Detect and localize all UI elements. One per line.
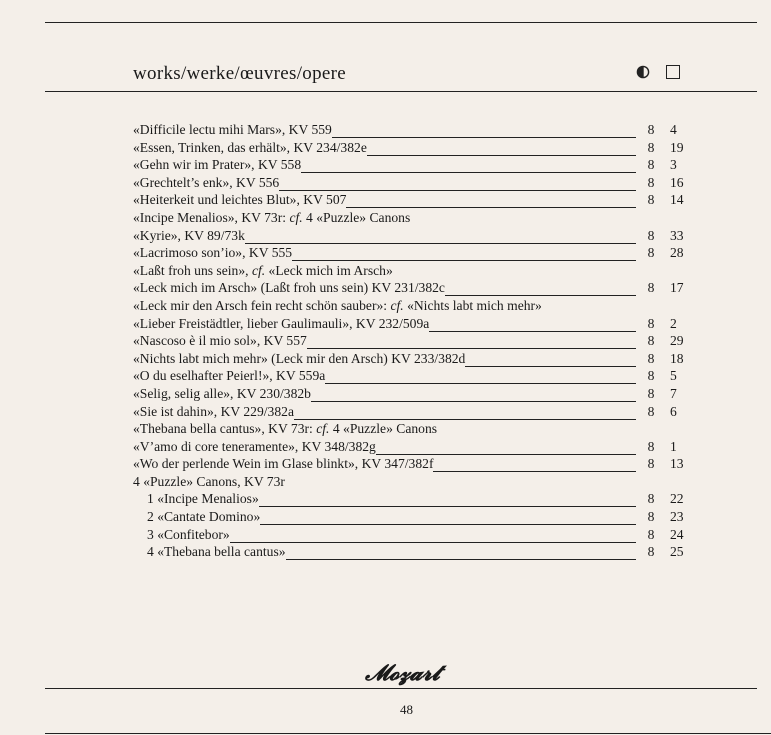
entry-title: «Lieber Freistädtler, lieber Gaulimauli», KV 232/509a [133, 315, 430, 331]
index-entry [0, 473, 771, 491]
entry-volume: 8 [647, 174, 655, 190]
entry-volume: 8 [647, 192, 655, 208]
entry-title: «Thebana bella cantus», KV 73r: cf. 4 «Puzzle» Canons [133, 421, 438, 437]
entry-title: «Gehn wir im Prater», KV 558 [133, 157, 302, 173]
entry-leader-line [286, 559, 636, 560]
entry-page: 18 [670, 350, 684, 366]
entry-title: «Grechtelt’s enk», KV 556 [133, 174, 280, 190]
entry-page: 1 [670, 438, 677, 454]
entry-page: 6 [670, 403, 677, 419]
entry-title: «V’amo di core teneramente», KV 348/382g [133, 438, 376, 454]
entry-title: 3 «Confitebor» [147, 526, 230, 542]
entry-volume: 8 [647, 456, 655, 472]
entry-title: «Nascoso è il mio sol», KV 557 [133, 333, 307, 349]
index-entry [0, 490, 771, 508]
entry-volume: 8 [647, 157, 655, 173]
entry-page: 2 [670, 315, 677, 331]
entry-volume: 8 [647, 139, 655, 155]
entry-page: 25 [670, 544, 684, 560]
index-entry [0, 385, 771, 403]
entry-volume: 8 [647, 438, 655, 454]
index-entry [0, 420, 771, 438]
half-disc-icon [636, 65, 650, 79]
entry-page: 16 [670, 174, 684, 190]
entry-page: 5 [670, 368, 677, 384]
entry-title: 1 «Incipe Menalios» [147, 491, 259, 507]
entry-volume: 8 [647, 544, 655, 560]
index-entry [0, 403, 771, 421]
index-entry [0, 332, 771, 350]
entry-title: «Selig, selig alle», KV 230/382b [133, 385, 311, 401]
header-icons [636, 65, 680, 79]
entry-title: «Nichts labt mich mehr» (Leck mir den Arsch) KV 233/382d [133, 350, 466, 366]
index-entry [0, 455, 771, 473]
entry-page: 17 [670, 280, 684, 296]
entry-title: «Heiterkeit und leichtes Blut», KV 507 [133, 192, 347, 208]
entry-volume: 8 [647, 122, 655, 137]
header-rule [45, 91, 757, 92]
index-entry [0, 227, 771, 245]
index-entry [0, 209, 771, 227]
entry-title: «O du eselhafter Peierl!», KV 559a [133, 368, 326, 384]
entry-page: 28 [670, 245, 684, 261]
index-entry [0, 279, 771, 297]
index-entry [0, 526, 771, 544]
index-entry [0, 315, 771, 333]
works-index-list [0, 121, 771, 561]
entry-volume: 8 [647, 350, 655, 366]
entry-page: 14 [670, 192, 684, 208]
entry-page: 4 [670, 122, 677, 137]
entry-title: 4 «Puzzle» Canons, KV 73r [133, 473, 285, 489]
entry-title: «Kyrie», KV 89/73k [133, 227, 245, 243]
index-entry [0, 191, 771, 209]
entry-volume: 8 [647, 245, 655, 261]
entry-title: 2 «Cantate Domino» [147, 509, 261, 525]
entry-page: 13 [670, 456, 684, 472]
empty-box-icon [666, 65, 680, 79]
entry-page: 29 [670, 333, 684, 349]
entry-title: «Laßt froh uns sein», cf. «Leck mich im Arsch» [133, 262, 393, 278]
entry-volume: 8 [647, 227, 655, 243]
index-entry [0, 367, 771, 385]
entry-title: «Lacrimoso son’io», KV 555 [133, 245, 293, 261]
entry-page: 19 [670, 139, 684, 155]
index-entry [0, 139, 771, 157]
index-entry [0, 350, 771, 368]
entry-page: 22 [670, 491, 684, 507]
entry-page: 7 [670, 385, 677, 401]
entry-volume: 8 [647, 368, 655, 384]
index-entry [0, 543, 771, 561]
entry-volume: 8 [647, 280, 655, 296]
index-entry [0, 262, 771, 280]
mozart-signature: 𝓜𝓸𝔃𝓪𝓻𝓽 [365, 660, 440, 686]
entry-volume: 8 [647, 385, 655, 401]
entry-page: 33 [670, 227, 684, 243]
entry-page: 3 [670, 157, 677, 173]
index-entry [0, 156, 771, 174]
index-entry [0, 244, 771, 262]
section-title: works/werke/œuvres/opere [133, 63, 346, 84]
index-entry [0, 508, 771, 526]
index-entry [0, 297, 771, 315]
entry-volume: 8 [647, 333, 655, 349]
entry-page: 24 [670, 526, 684, 542]
entry-title: «Sie ist dahin», KV 229/382a [133, 403, 294, 419]
index-entry [0, 121, 771, 139]
entry-volume: 8 [647, 491, 655, 507]
entry-volume: 8 [647, 526, 655, 542]
entry-title: «Wo der perlende Wein im Glase blinkt», KV 347/382f [133, 456, 434, 472]
page-edge-rule [45, 733, 771, 734]
index-entry [0, 174, 771, 192]
entry-volume: 8 [647, 509, 655, 525]
entry-title: «Leck mir den Arsch fein recht schön sauber»: cf. «Nichts labt mich mehr» [133, 297, 542, 313]
entry-title: 4 «Thebana bella cantus» [147, 544, 286, 560]
index-entry [0, 438, 771, 456]
entry-title: «Difficile lectu mihi Mars», KV 559 [133, 122, 332, 137]
entry-volume: 8 [647, 403, 655, 419]
entry-volume: 8 [647, 315, 655, 331]
entry-title: «Essen, Trinken, das erhält», KV 234/382e [133, 139, 367, 155]
page-number: 48 [400, 702, 413, 717]
entry-page: 23 [670, 509, 684, 525]
entry-title: «Incipe Menalios», KV 73r: cf. 4 «Puzzle» Canons [133, 209, 411, 225]
top-rule [45, 22, 757, 23]
entry-title: «Leck mich im Arsch» (Laßt froh uns sein) KV 231/382c [133, 280, 445, 296]
bottom-rule [45, 688, 757, 689]
